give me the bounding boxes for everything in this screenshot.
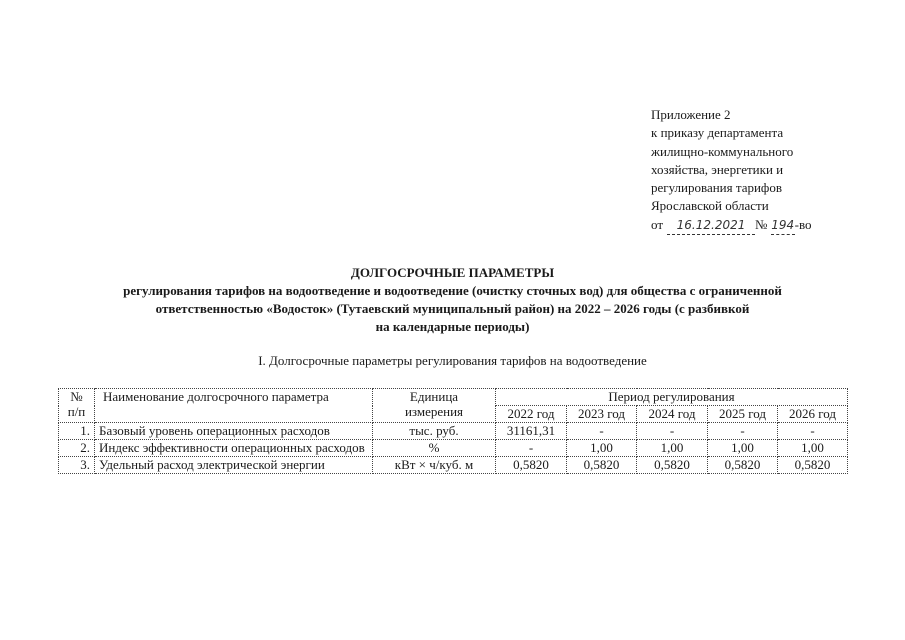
title-line: регулирования тарифов на водоотведение и водоотведение (очистку сточных вод) для общества с ограниченной bbox=[123, 283, 782, 298]
row-value: 1,00 bbox=[637, 440, 708, 457]
row-unit: тыс. руб. bbox=[373, 423, 496, 440]
title-main: ДОЛГОСРОЧНЫЕ ПАРАМЕТРЫ bbox=[350, 265, 555, 280]
row-value: 1,00 bbox=[708, 440, 778, 457]
header-year: 2024 год bbox=[637, 406, 708, 423]
number-suffix: -во bbox=[794, 216, 812, 232]
title-line: на календарные периоды) bbox=[375, 319, 530, 334]
row-unit: кВт × ч/куб. м bbox=[373, 457, 496, 474]
row-name: Индекс эффективности операционных расходов bbox=[95, 440, 373, 457]
table-row bbox=[59, 457, 848, 474]
row-value: 0,5820 bbox=[708, 457, 778, 474]
appendix-date-line bbox=[651, 216, 812, 235]
row-value: 1,00 bbox=[567, 440, 637, 457]
header-period: Период регулирования bbox=[496, 389, 848, 406]
section-heading: I. Долгосрочные параметры регулирования тарифов на водоотведение bbox=[258, 353, 647, 368]
appendix-line: жилищно-коммунального bbox=[651, 143, 794, 159]
header-year: 2023 год bbox=[567, 406, 637, 423]
appendix-line: к приказу департамента bbox=[651, 125, 784, 141]
header-unit-line: Единица bbox=[409, 389, 459, 404]
header-name: Наименование долгосрочного параметра bbox=[95, 389, 373, 423]
row-value: - bbox=[567, 423, 637, 440]
header-num-line: п/п bbox=[67, 404, 86, 419]
header-year: 2022 год bbox=[496, 406, 567, 423]
handwritten-number: 194 bbox=[771, 216, 795, 235]
row-value: 31161,31 bbox=[496, 423, 567, 440]
header-unit-line: измерения bbox=[404, 404, 464, 419]
row-value: - bbox=[637, 423, 708, 440]
row-num: 3. bbox=[59, 457, 95, 474]
row-value: 0,5820 bbox=[778, 457, 848, 474]
table-row bbox=[59, 440, 848, 457]
title-line: ответственностью «Водосток» (Тутаевский муниципальный район) на 2022 – 2026 годы (с разбивкой bbox=[155, 301, 750, 316]
header-unit bbox=[373, 389, 496, 423]
row-value: 0,5820 bbox=[637, 457, 708, 474]
appendix-line: Ярославской области bbox=[651, 198, 769, 214]
document-title bbox=[40, 264, 865, 336]
row-value: 1,00 bbox=[778, 440, 848, 457]
appendix-line: регулирования тарифов bbox=[651, 180, 782, 196]
appendix-block bbox=[651, 106, 812, 235]
header-num-line: № bbox=[70, 389, 83, 404]
from-label: от bbox=[651, 216, 664, 232]
row-value: 0,5820 bbox=[567, 457, 637, 474]
appendix-line: Приложение 2 bbox=[651, 107, 731, 122]
row-value: - bbox=[708, 423, 778, 440]
header-year: 2025 год bbox=[708, 406, 778, 423]
row-unit: % bbox=[373, 440, 496, 457]
header-year: 2026 год bbox=[778, 406, 848, 423]
parameters-table bbox=[58, 388, 848, 474]
row-name: Удельный расход электрической энергии bbox=[95, 457, 373, 474]
number-label: № bbox=[755, 216, 768, 232]
header-num bbox=[59, 389, 95, 423]
table-row bbox=[59, 423, 848, 440]
handwritten-date: 16.12.2021 bbox=[667, 216, 755, 235]
row-num: 1. bbox=[59, 423, 95, 440]
row-value: - bbox=[496, 440, 567, 457]
table-header-row bbox=[59, 389, 848, 406]
row-value: - bbox=[778, 423, 848, 440]
row-value: 0,5820 bbox=[496, 457, 567, 474]
row-num: 2. bbox=[59, 440, 95, 457]
appendix-line: хозяйства, энергетики и bbox=[651, 161, 784, 177]
row-name: Базовый уровень операционных расходов bbox=[95, 423, 373, 440]
